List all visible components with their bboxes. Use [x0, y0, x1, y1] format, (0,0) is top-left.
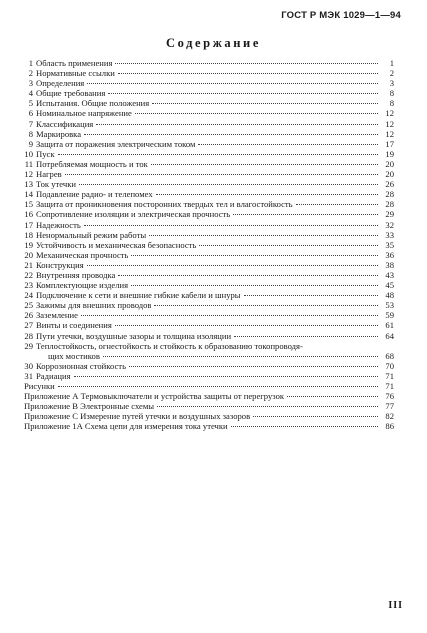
toc-entry-page: 71	[385, 370, 394, 381]
toc-entry-page: 70	[385, 360, 394, 371]
toc-entry-number: 26	[24, 310, 33, 321]
dot-leader	[157, 406, 378, 407]
toc-entry-page: 45	[385, 280, 394, 291]
toc-entry	[24, 341, 394, 361]
toc-entry-number: 31	[24, 370, 33, 381]
toc-entry-title: Рисунки	[24, 381, 55, 391]
toc-entry	[24, 159, 394, 169]
toc-entry	[24, 98, 394, 108]
toc-entry	[24, 169, 394, 179]
dot-leader	[244, 295, 378, 296]
dot-leader	[199, 245, 378, 246]
toc-entry-title: Внутренняя проводка	[36, 269, 116, 280]
toc-entry-title: Нагрев	[36, 169, 62, 180]
dot-leader	[287, 396, 378, 397]
toc-entry-title: Винты и соединения	[36, 320, 112, 331]
toc-entry-number: 8	[28, 128, 33, 139]
document-standard-header: ГОСТ Р МЭК 1029—1—94	[281, 10, 401, 21]
toc-entry-title: Механическая прочность	[36, 249, 129, 260]
toc-entry	[24, 119, 394, 129]
toc-entry-number: 10	[24, 148, 33, 159]
toc-entry-title: Сопротивление изоляции и электрическая прочность	[36, 209, 231, 220]
toc-entry-number: 20	[24, 249, 33, 260]
toc-entry-page: 19	[385, 148, 394, 159]
toc-entry-title: Комплектующие изделия	[36, 280, 129, 291]
dot-leader	[131, 255, 378, 256]
dot-leader	[103, 356, 378, 357]
dot-leader	[234, 336, 378, 337]
toc-entry-number: 6	[28, 108, 33, 119]
toc-entry-number: 22	[24, 269, 33, 280]
dot-leader	[84, 225, 378, 226]
toc-entry	[24, 220, 394, 230]
toc-entry-page: 35	[385, 239, 394, 250]
dot-leader	[154, 305, 378, 306]
toc-entry	[24, 331, 394, 341]
toc-entry	[24, 68, 394, 78]
toc-entry	[24, 280, 394, 290]
dot-leader	[135, 113, 378, 114]
toc-entry-title: Радиация	[36, 370, 71, 381]
toc-entry	[24, 260, 394, 270]
toc-entry	[24, 250, 394, 260]
toc-entry-number: 11	[24, 158, 33, 169]
dot-leader	[118, 275, 378, 276]
toc-entry-title: Нормативные ссылки	[36, 68, 115, 79]
toc-entry-page: 59	[385, 310, 394, 321]
toc-entry	[24, 149, 394, 159]
toc-entry-number: 29	[24, 340, 33, 351]
dot-leader	[87, 83, 378, 84]
dot-leader	[149, 235, 378, 236]
toc-entry-number: 13	[24, 179, 33, 190]
toc-entry-title: Приложение С Измерение путей утечки и воздушных зазоров	[24, 411, 251, 422]
toc-entry-page: 8	[389, 88, 394, 99]
toc-entry-title: Подавление радио- и телепомех	[36, 189, 153, 200]
toc-entry	[24, 108, 394, 118]
toc-entry-title: Надежность	[36, 219, 81, 230]
toc-entry-title: Приложение А Термовыключатели и устройства защиты от перегрузок	[24, 391, 285, 402]
toc-entry	[24, 391, 394, 401]
toc-entry-number: 2	[28, 68, 33, 79]
toc-entry-title: Испытания. Общие положения	[36, 98, 150, 109]
toc-entry-title: Ток утечки	[36, 179, 76, 190]
toc-entry-page: 71	[385, 381, 394, 391]
toc-entry-title-continuation: щих мостиков	[48, 350, 100, 361]
toc-entry	[24, 411, 394, 421]
dot-leader	[118, 73, 378, 74]
toc-entry	[24, 179, 394, 189]
dot-leader	[131, 285, 378, 286]
toc-entry-title: Маркировка	[36, 128, 82, 139]
toc-entry-title: Заземление	[36, 310, 78, 321]
toc-entry	[24, 189, 394, 199]
toc-entry-page: 36	[385, 249, 394, 260]
toc-entry-number: 21	[24, 259, 33, 270]
toc-entry-number: 3	[28, 78, 33, 89]
toc-entry-number: 19	[24, 239, 33, 250]
toc-entry-page: 48	[385, 290, 394, 301]
toc-entry-page: 20	[385, 158, 394, 169]
toc-entry-number: 12	[24, 169, 33, 180]
toc-entry-page: 17	[385, 138, 394, 149]
dot-leader	[233, 214, 378, 215]
toc-entry-page: 61	[385, 320, 394, 331]
toc-entry-page: 28	[385, 199, 394, 210]
toc-entry-title: Теплостойкость, огнестойкость и стойкость к образованию токопроводя-	[36, 340, 303, 351]
toc-entry	[24, 371, 394, 381]
toc-entry-number: 28	[24, 330, 33, 341]
toc-entry	[24, 139, 394, 149]
toc-entry	[24, 401, 394, 411]
table-of-contents	[24, 58, 394, 431]
toc-entry-number: 27	[24, 320, 33, 331]
toc-entry-number: 17	[24, 219, 33, 230]
toc-entry-title: Коррозионная стойкость	[36, 360, 126, 371]
toc-entry	[24, 78, 394, 88]
toc-entry-title: Потребляемая мощность и ток	[36, 158, 148, 169]
toc-entry-title: Зажимы для внешних проводов	[36, 300, 152, 311]
toc-entry-page: 29	[385, 209, 394, 220]
toc-entry	[24, 129, 394, 139]
toc-entry	[24, 209, 394, 219]
toc-entry-number: 15	[24, 199, 33, 210]
dot-leader	[296, 204, 378, 205]
toc-entry-page: 64	[385, 330, 394, 341]
toc-entry	[24, 361, 394, 371]
toc-entry-page: 33	[385, 229, 394, 240]
toc-entry-title: Устойчивость и механическая безопасность	[36, 239, 197, 250]
toc-entry-page: 20	[385, 169, 394, 180]
toc-entry-page: 43	[385, 269, 394, 280]
toc-entry	[24, 270, 394, 280]
dot-leader	[81, 315, 378, 316]
toc-entry-number: 14	[24, 189, 33, 200]
toc-entry	[24, 199, 394, 209]
toc-entry-title: Защита от проникновения посторонних твердых тел и влагостойкость	[36, 199, 293, 210]
toc-entry-page: 12	[385, 108, 394, 119]
toc-entry-page: 8	[389, 98, 394, 109]
toc-entry-title: Область применения	[36, 58, 113, 68]
toc-entry-number: 16	[24, 209, 33, 220]
toc-entry	[24, 88, 394, 98]
toc-entry-number: 7	[28, 118, 33, 129]
toc-entry-page: 3	[389, 78, 394, 89]
dot-leader	[151, 164, 378, 165]
dot-leader	[108, 93, 378, 94]
toc-entry-page: 86	[385, 421, 394, 432]
dot-leader	[152, 103, 378, 104]
toc-entry-page: 32	[385, 219, 394, 230]
toc-entry	[24, 230, 394, 240]
toc-entry-title: Классификация	[36, 118, 94, 129]
toc-entry-number: 25	[24, 300, 33, 311]
dot-leader	[58, 154, 379, 155]
toc-entry-title: Ненормальный режим работы	[36, 229, 147, 240]
toc-entry-title: Подключение к сети и внешние гибкие кабели и шнуры	[36, 290, 241, 301]
dot-leader	[198, 144, 378, 145]
toc-entry-title: Защита от поражения электрическим током	[36, 138, 196, 149]
toc-entry-page: 12	[385, 118, 394, 129]
toc-entry-title: Определения	[36, 78, 85, 89]
toc-entry	[24, 320, 394, 330]
dot-leader	[115, 63, 378, 64]
toc-entry-title: Номинальное напряжение	[36, 108, 132, 119]
toc-entry-number: 9	[28, 138, 33, 149]
toc-entry-page: 2	[389, 68, 394, 79]
dot-leader	[156, 194, 378, 195]
toc-entry-number: 24	[24, 290, 33, 301]
dot-leader	[74, 376, 378, 377]
toc-entry-number: 18	[24, 229, 33, 240]
toc-entry-page: 53	[385, 300, 394, 311]
toc-entry-page: 28	[385, 189, 394, 200]
toc-entry	[24, 240, 394, 250]
dot-leader	[253, 416, 378, 417]
dot-leader	[58, 386, 378, 387]
toc-entry	[24, 421, 394, 431]
dot-leader	[79, 184, 378, 185]
dot-leader	[84, 134, 378, 135]
toc-entry	[24, 310, 394, 320]
toc-entry-title: Общие требования	[36, 88, 106, 99]
dot-leader	[129, 366, 378, 367]
toc-entry-page: 38	[385, 259, 394, 270]
toc-entry-number: 1	[28, 58, 33, 68]
toc-entry-page: 77	[385, 401, 394, 412]
dot-leader	[231, 426, 378, 427]
toc-entry-page: 68	[385, 350, 394, 361]
toc-entry	[24, 381, 394, 391]
toc-entry-page: 82	[385, 411, 394, 422]
toc-entry-title: Пуск	[36, 148, 55, 159]
toc-entry-number: 5	[28, 98, 33, 109]
dot-leader	[65, 174, 378, 175]
toc-entry-title: Приложение 1А Схема цепи для измерения тока утечки	[24, 421, 228, 432]
toc-entry-title: Конструкция	[36, 259, 84, 270]
toc-entry	[24, 290, 394, 300]
dot-leader	[115, 325, 378, 326]
toc-entry-number: 30	[24, 360, 33, 371]
toc-entry-page: 1	[389, 58, 394, 68]
toc-entry	[24, 300, 394, 310]
toc-entry-title: Пути утечки, воздушные зазоры и толщина изоляции	[36, 330, 232, 341]
toc-entry-page: 26	[385, 179, 394, 190]
toc-title: Содержание	[165, 36, 261, 50]
toc-entry-page: 76	[385, 391, 394, 402]
toc-entry-number: 4	[28, 88, 33, 99]
toc-entry-title: Приложение В Электронные схемы	[24, 401, 155, 412]
page-number: III	[388, 600, 403, 611]
toc-entry-page: 12	[385, 128, 394, 139]
dot-leader	[87, 265, 378, 266]
dot-leader	[96, 124, 378, 125]
toc-entry	[24, 58, 394, 68]
toc-entry-number: 23	[24, 280, 33, 291]
